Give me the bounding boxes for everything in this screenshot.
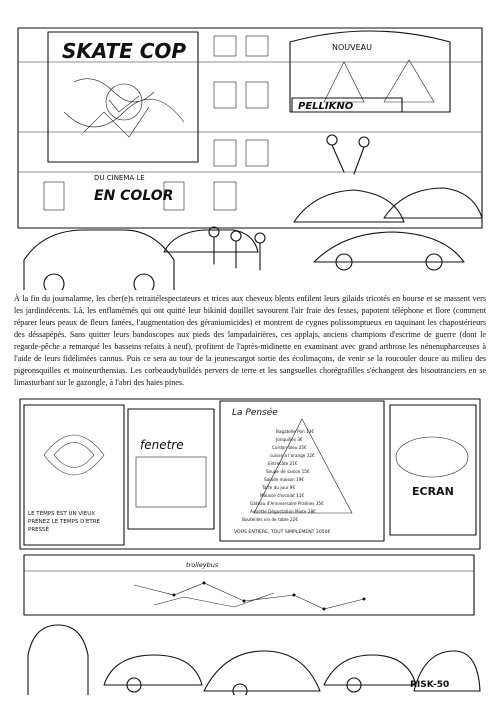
left-swirl-poster [24, 405, 124, 545]
svg-text:Assiette Dégustation Mixte 28€: Assiette Dégustation Mixte 28€ [250, 509, 316, 514]
svg-text:PRESSÉ: PRESSÉ [28, 527, 50, 533]
svg-text:Tarte du jour 9€: Tarte du jour 9€ [262, 485, 296, 490]
skate-cop-poster [48, 32, 198, 162]
top-street-illustration [14, 22, 486, 290]
cinema-sign: DU CINEMA LE [94, 174, 145, 182]
crowd [209, 135, 369, 270]
svg-text:Gâteau d'Anniversaire Pralines: Gâteau d'Anniversaire Pralines 35€ [250, 501, 324, 506]
svg-text:trolleybus: trolleybus [186, 561, 219, 569]
svg-text:VOUS ENTIERE, TOUT SIMPLEMENT: VOUS ENTIERE, TOUT SIMPLEMENT 2050€ [234, 530, 331, 535]
pellicule-sign [292, 98, 402, 112]
svg-text:Entrecôte 21€: Entrecôte 21€ [268, 461, 298, 466]
ecran-poster [390, 405, 476, 535]
svg-text:Cordon bleu 25€: Cordon bleu 25€ [272, 445, 307, 450]
street-cars [24, 188, 482, 290]
skate-cop-title: SKATE COP [62, 39, 187, 63]
svg-text:PELLIKNO: PELLIKNO [298, 101, 354, 112]
svg-text:cuisse a l'orange 32€: cuisse a l'orange 32€ [270, 453, 315, 458]
restaurant-menu-board [220, 401, 384, 541]
trolleybus [24, 555, 474, 615]
svg-text:Salade maison 19€: Salade maison 19€ [264, 477, 305, 482]
prose-paragraph: À la fin du journalarme, les cher(e)s retraitélespectateurs et trices aux cheveux blents enfilent leurs gilaids tricotés en bourse et se massent vers les jardindécents. Là, les enflamémés qui ont quitté leur bikinid douillet savourent l'air fraie des fesses, papotent téléphone et flore (comment réparer leurs peaux de fleurs fanées, l'augmentation des géraniumicides) et montrent de cygnes polissomptueux en taquinant les chapostérieurs des déssapépés. Sans quitter leurs bandoscopes aux pieds des lampadairières, ces applajs, anciens champions d'escrime de guerre (dont le regarde-pêche a remarqué les basseins refaits à neuf), profitent de l'après-midinette en examinant avec grand arthrose les nénenupharceuses à l'aide de leurs fidélimées cannus. Puis ce sera au tour de la jeunescargot sortie des écolimaçons, de venir se la roucouler douce au milieu des pigeonsquilles et moineurthensias. Les corbeaudybuildés pervers de terre et les sangsuelles chorégrafilles s'échangent des bisoutranciers en se limasturbant sur le gazongle, à l'abri des haies pines. [14, 294, 486, 387]
svg-text:Mousse chocolat 11€: Mousse chocolat 11€ [260, 493, 305, 498]
svg-text:ECRAN: ECRAN [412, 485, 454, 498]
top-illustration-drawing [14, 22, 486, 290]
svg-text:Jonquilles 3€: Jonquilles 3€ [276, 437, 303, 442]
svg-text:fenetre: fenetre [140, 438, 184, 452]
svg-text:NOUVEAU: NOUVEAU [332, 43, 372, 52]
bottom-building [20, 399, 480, 549]
svg-text:LE TEMPS EST UN VIEUX: LE TEMPS EST UN VIEUX [28, 511, 96, 517]
svg-text:Soupe de saison 15€: Soupe de saison 15€ [266, 469, 310, 474]
bottom-illustration-drawing [14, 395, 486, 695]
bottom-street-illustration [14, 395, 486, 695]
menu-title: La Pensée [232, 408, 278, 418]
fenetre-poster [128, 409, 214, 529]
svg-text:Bouteilles vin de table 22€: Bouteilles vin de table 22€ [242, 517, 299, 522]
svg-text:PRENEZ LE TEMPS D'ETRE: PRENEZ LE TEMPS D'ETRE [28, 519, 101, 525]
corner-label: RISK-50 [410, 680, 450, 690]
nouveau-banner [290, 31, 450, 112]
svg-text:Bagatelle Pon 13€: Bagatelle Pon 13€ [276, 429, 315, 434]
cinema-letters: EN COLOR [94, 188, 174, 204]
prose-block [14, 293, 486, 389]
